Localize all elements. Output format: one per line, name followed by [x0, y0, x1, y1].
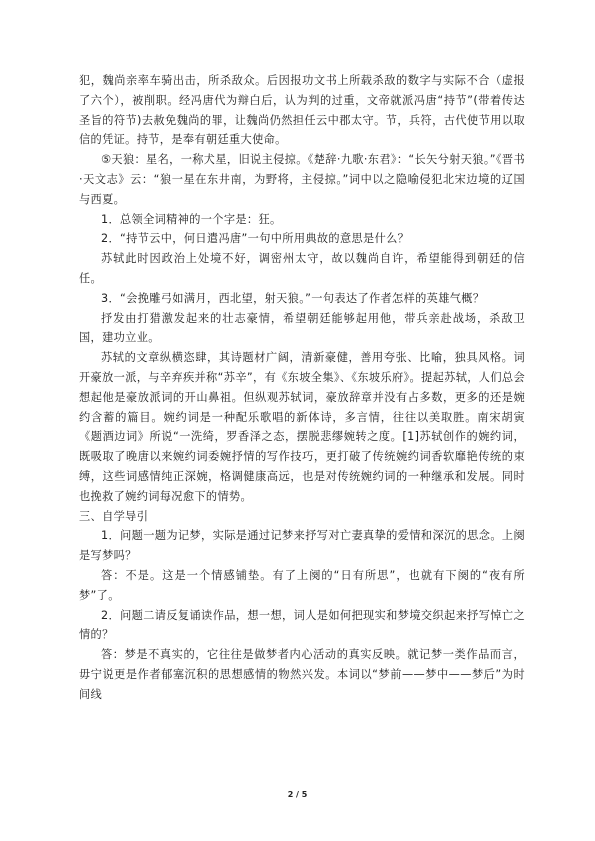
paragraph: 1．总领全词精神的一个字是：狂。: [101, 212, 282, 226]
paragraph: 犯，魏尚亲率车骑出击，所杀敌众。后因报功文书上所载杀敌的数字与实际不合（虚报了六个），被削职。经冯唐代为辩白后，认为判的过重，文帝就派冯唐“持节”(带着传达圣旨的符节)去赦免魏尚的罪，让魏尚仍然担任云中郡太守。节，兵符，古代使节用以取信的凭证。持节，是奉有朝廷重大使命。: [79, 74, 525, 147]
document-body: [79, 71, 525, 705]
paragraph: 1．问题一题为记梦，实际是通过记梦来抒写对亡妻真挚的爱情和深沉的思念。上阕是写梦吗？: [79, 529, 525, 563]
paragraph: ⑤天狼：星名，一称犬星，旧说主侵掠。《楚辞·九歌·东君》：“长矢兮射天狼。”《晋书·天文志》云：“狼一星在东井南，为野将，主侵掠。”词中以之隐喻侵犯北宋边境的辽国与西夏。: [79, 153, 525, 206]
paragraph: 苏轼此时因政治上处境不好，调密州太守，故以魏尚自许，希望能得到朝廷的信任。: [79, 252, 525, 285]
page-number: 2 / 5: [287, 790, 308, 799]
paragraph: 2．“持节云中，何日遣冯唐”一句中所用典故的意思是什么？: [101, 232, 410, 246]
paragraph: 2．问题二请反复诵读作品，想一想，词人是如何把现实和梦境交织起来抒写悼亡之情的？: [79, 608, 525, 642]
paragraph: 答：梦是不真实的，它往往是做梦者内心活动的真实反映。就记梦一类作品而言，毋宁说更是作者郁塞沉积的思想感情的物然兴发。本词以“梦前——梦中——梦后”为时间线: [79, 648, 525, 701]
paragraph: 抒发由打猎激发起来的壮志豪情，希望朝廷能够起用他，带兵亲赴战场，杀敌卫国，建功立业。: [79, 311, 525, 345]
paragraph: 答：不是。这是一个情感铺垫。有了上阕的“日有所思”，也就有下阕的“夜有所梦”了。: [79, 568, 525, 602]
paragraph: 三、自学导引: [79, 509, 149, 523]
paragraph: 3．“会挽雕弓如满月，西北望，射天狼。”一句表达了作者怎样的英雄气概？: [101, 291, 485, 305]
paragraph: 苏轼的文章纵横恣肆，其诗题材广阔，清新豪健，善用夸张、比喻，独具风格。词开豪放一派，与辛弃疾并称“苏辛”，有《东坡全集》、《东坡乐府》。提起苏轼，人们总会想起他是豪放派词的开山鼻祖。但纵观苏轼词，豪放辞章并没有占多数，更多的还是婉约含蓄的篇目。婉约词是一种配乐歌唱的新体诗，多言情，往往以美取胜。南宋胡寅《题酒边词》所说“一洗绮，罗香泽之态，摆脱悲缪婉转之度。[1]苏轼创作的婉约词，既吸取了晚唐以来婉约词委婉抒情的写作技巧，更打破了传统婉约词香软靡艳传统的束缚，这些词感情纯正深婉，格调健康高远，也是对传统婉约词的一种继承和发展。同时也挽救了婉约词每况愈下的情势。: [79, 351, 525, 503]
